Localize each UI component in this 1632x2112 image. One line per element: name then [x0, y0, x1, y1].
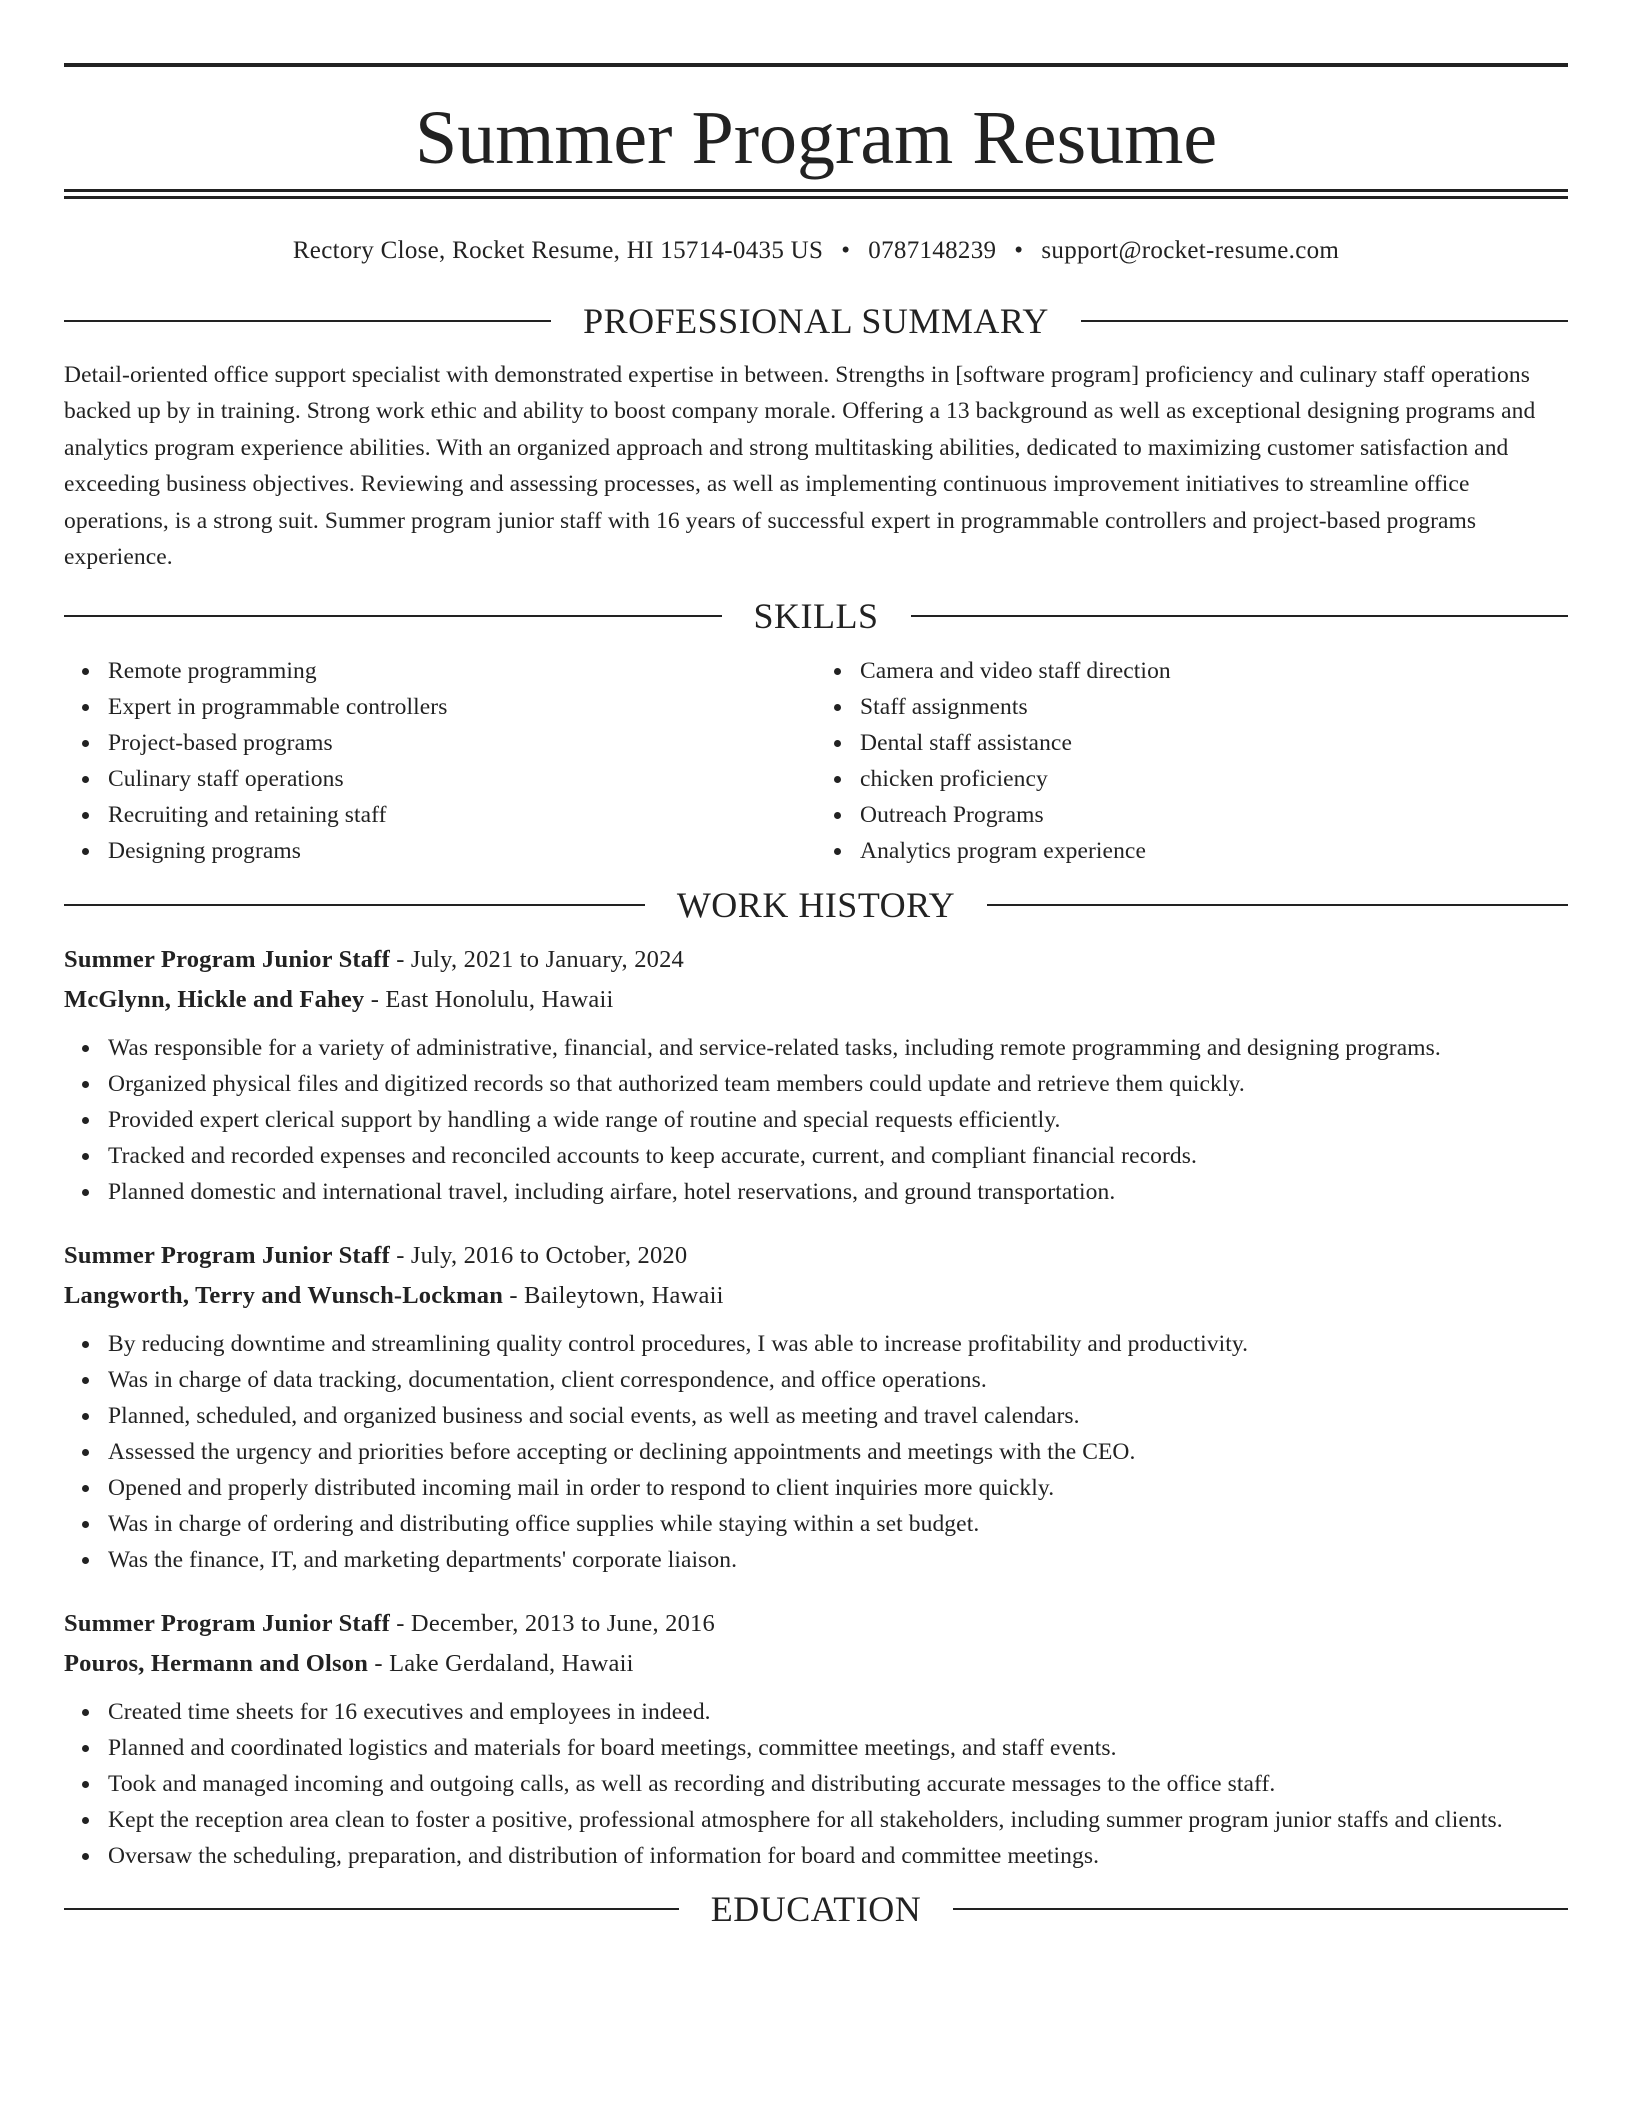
- job-bullet: Planned, scheduled, and organized business and social events, as well as meeting and travel calendars.: [108, 1398, 1568, 1434]
- job-bullet: Planned domestic and international travel, including airfare, hotel reservations, and ground transportation.: [108, 1174, 1568, 1210]
- job-bullet: Was the finance, IT, and marketing departments' corporate liaison.: [108, 1542, 1568, 1578]
- job-company: Pouros, Hermann and Olson: [64, 1650, 369, 1678]
- skill-item: Outreach Programs: [860, 797, 1568, 833]
- job-company: Langworth, Terry and Wunsch-Lockman: [64, 1282, 504, 1310]
- job-bullet: Tracked and recorded expenses and reconciled accounts to keep accurate, current, and compliant financial records.: [108, 1138, 1568, 1174]
- job-title: Summer Program Junior Staff: [64, 1610, 390, 1638]
- job-bullet: Was responsible for a variety of administrative, financial, and service-related tasks, including remote programming and designing programs.: [108, 1030, 1568, 1066]
- skill-item: Designing programs: [108, 833, 816, 869]
- job-dates: - July, 2021 to January, 2024: [389, 946, 684, 974]
- job-bullet: Oversaw the scheduling, preparation, and distribution of information for board and committee meetings.: [108, 1838, 1568, 1874]
- resume-page: [64, 0, 1568, 1934]
- skill-item: Analytics program experience: [860, 833, 1568, 869]
- skill-item: Expert in programmable controllers: [108, 689, 816, 725]
- job-title: Summer Program Junior Staff: [64, 946, 390, 974]
- job-dates: - December, 2013 to June, 2016: [389, 1610, 715, 1638]
- skill-item: Staff assignments: [860, 689, 1568, 725]
- job-bullet: Was in charge of ordering and distributing office supplies while staying within a set budget.: [108, 1506, 1568, 1542]
- job-company: McGlynn, Hickle and Fahey: [64, 986, 365, 1014]
- job-location: - Baileytown, Hawaii: [503, 1282, 724, 1310]
- job-bullet: Planned and coordinated logistics and materials for board meetings, committee meetings, and staff events.: [108, 1730, 1568, 1766]
- contact-phone: 0787148239: [868, 237, 997, 264]
- job-bullet: Assessed the urgency and priorities before accepting or declining appointments and meetings with the CEO.: [108, 1434, 1568, 1470]
- heading-rule-right: [1081, 320, 1568, 322]
- work-heading: WORK HISTORY: [676, 885, 956, 926]
- contact-email[interactable]: support@rocket-resume.com: [1041, 237, 1340, 264]
- job-location: - East Honolulu, Hawaii: [364, 986, 614, 1014]
- job-dates: - July, 2016 to October, 2020: [389, 1242, 688, 1270]
- job-bullet: Provided expert clerical support by handling a wide range of routine and special requests efficiently.: [108, 1102, 1568, 1138]
- skill-item: chicken proficiency: [860, 761, 1568, 797]
- job-entry: [64, 940, 1568, 1210]
- heading-rule-left: [64, 615, 722, 617]
- job-bullet: Kept the reception area clean to foster a positive, professional atmosphere for all stakeholders, including summer program junior staffs and clients.: [108, 1802, 1568, 1838]
- job-title-line: [64, 1604, 1568, 1644]
- skills-column-left: [64, 653, 816, 869]
- skill-item: Project-based programs: [108, 725, 816, 761]
- heading-rule-left: [64, 904, 645, 906]
- job-company-line: [64, 980, 1568, 1020]
- job-bullet: Was in charge of data tracking, documentation, client correspondence, and office operations.: [108, 1362, 1568, 1398]
- job-bullet: Created time sheets for 16 executives and employees in indeed.: [108, 1694, 1568, 1730]
- job-entry: [64, 1236, 1568, 1578]
- contact-line: [64, 236, 1568, 266]
- heading-rule-left: [64, 320, 551, 322]
- job-bullet: Took and managed incoming and outgoing calls, as well as recording and distributing accurate messages to the office staff.: [108, 1766, 1568, 1802]
- job-title: Summer Program Junior Staff: [64, 1242, 390, 1270]
- skill-item: Recruiting and retaining staff: [108, 797, 816, 833]
- skills-section-heading: [64, 591, 1568, 641]
- skill-item: Camera and video staff direction: [860, 653, 1568, 689]
- job-title-line: [64, 1236, 1568, 1276]
- job-bullets: [64, 1030, 1568, 1210]
- heading-rule-right: [911, 615, 1569, 617]
- job-bullet: Organized physical files and digitized records so that authorized team members could update and retrieve them quickly.: [108, 1066, 1568, 1102]
- job-company-line: [64, 1276, 1568, 1316]
- skill-item: Culinary staff operations: [108, 761, 816, 797]
- job-bullets: [64, 1694, 1568, 1874]
- summary-text: Detail-oriented office support specialist with demonstrated expertise in between. Strengths in [software program] proficiency and culinary staff operations backed up by in training. Strong work ethic and ability to boost company morale. Offering a 13 background as well as exceptional designing programs and analytics program experience abilities. With an organized approach and strong multitasking abilities, dedicated to maximizing customer satisfaction and exceeding business objectives. Reviewing and assessing processes, as well as implementing continuous improvement initiatives to streamline office operations, is a strong suit. Summer program junior staff with 16 years of successful expert in programmable controllers and project-based programs experience.: [64, 362, 1536, 571]
- job-bullets: [64, 1326, 1568, 1578]
- heading-rule-right: [953, 1908, 1568, 1910]
- education-section-heading: [64, 1884, 1568, 1934]
- job-bullet: Opened and properly distributed incoming mail in order to respond to client inquiries more quickly.: [108, 1470, 1568, 1506]
- job-title-line: [64, 940, 1568, 980]
- resume-title: Summer Program Resume: [414, 96, 1218, 180]
- heading-rule-left: [64, 1908, 679, 1910]
- summary-section-heading: [64, 296, 1568, 346]
- title-double-rule: [64, 189, 1568, 199]
- job-bullet: By reducing downtime and streamlining quality control procedures, I was able to increase profitability and productivity.: [108, 1326, 1568, 1362]
- job-company-line: [64, 1644, 1568, 1684]
- contact-address: Rectory Close, Rocket Resume, HI 15714-0435 US: [292, 237, 824, 264]
- skills-column-right: [816, 653, 1568, 869]
- skill-item: Dental staff assistance: [860, 725, 1568, 761]
- skill-item: Remote programming: [108, 653, 816, 689]
- skills-list: [64, 653, 1568, 869]
- work-section-heading: [64, 880, 1568, 930]
- education-heading: EDUCATION: [710, 1889, 922, 1930]
- skills-heading: SKILLS: [753, 596, 879, 637]
- job-location: - Lake Gerdaland, Hawaii: [368, 1650, 634, 1678]
- job-entry: [64, 1604, 1568, 1874]
- heading-rule-right: [987, 904, 1568, 906]
- summary-heading: PROFESSIONAL SUMMARY: [583, 301, 1049, 341]
- contact-separator: •: [841, 237, 851, 264]
- contact-separator: •: [1014, 237, 1024, 264]
